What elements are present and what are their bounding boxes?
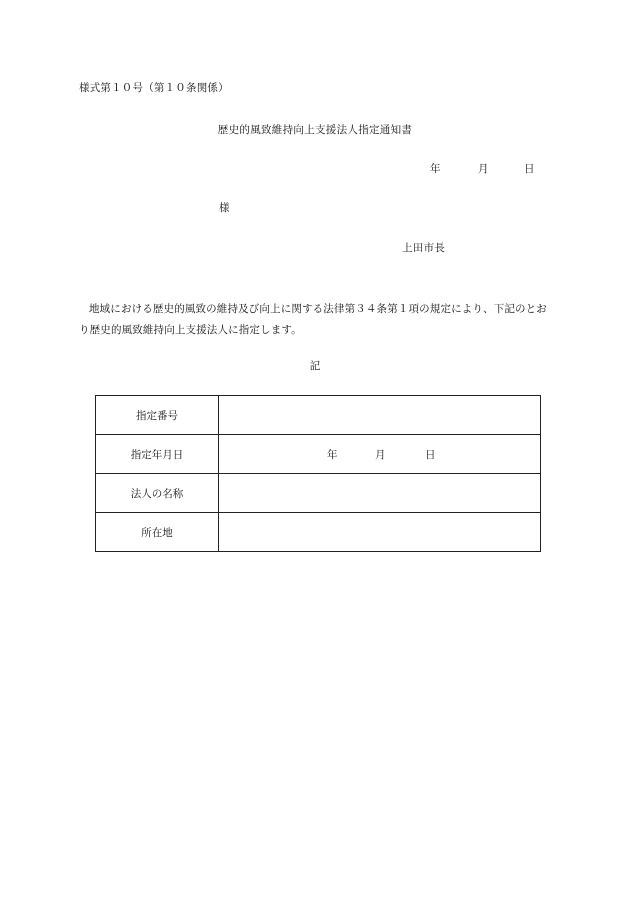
date-year-label: 年 xyxy=(430,163,441,175)
table-month-label: 月 xyxy=(375,448,386,461)
date-line xyxy=(430,164,535,175)
table-row xyxy=(96,396,541,435)
designation-date-cell xyxy=(219,435,541,474)
table-row xyxy=(96,435,541,474)
row-label: 指定年月日 xyxy=(96,435,219,474)
table-row xyxy=(96,474,541,513)
issuer-name: 上田市長 xyxy=(402,242,446,254)
table-year-label: 年 xyxy=(327,448,338,461)
address-cell xyxy=(219,513,541,552)
designation-number-cell xyxy=(219,396,541,435)
date-month-label: 月 xyxy=(478,163,489,175)
table-day-label: 日 xyxy=(425,448,436,461)
detail-table xyxy=(95,395,541,552)
row-label: 指定番号 xyxy=(96,396,219,435)
date-day-label: 日 xyxy=(524,163,535,175)
form-number: 様式第１０号（第１０条関係） xyxy=(79,82,229,94)
row-label: 法人の名称 xyxy=(96,474,219,513)
corporation-name-cell xyxy=(219,474,541,513)
row-label: 所在地 xyxy=(96,513,219,552)
body-paragraph: 地域における歴史的風致の維持及び向上に関する法律第３４条第１項の規定により、下記のとおり歴史的風致維持向上支援法人に指定します。 xyxy=(79,303,547,336)
document-title: 歴史的風致維持向上支援法人指定通知書 xyxy=(217,124,413,136)
table-row xyxy=(96,513,541,552)
addressee-suffix: 様 xyxy=(219,202,230,214)
ki-heading: 記 xyxy=(309,360,321,372)
